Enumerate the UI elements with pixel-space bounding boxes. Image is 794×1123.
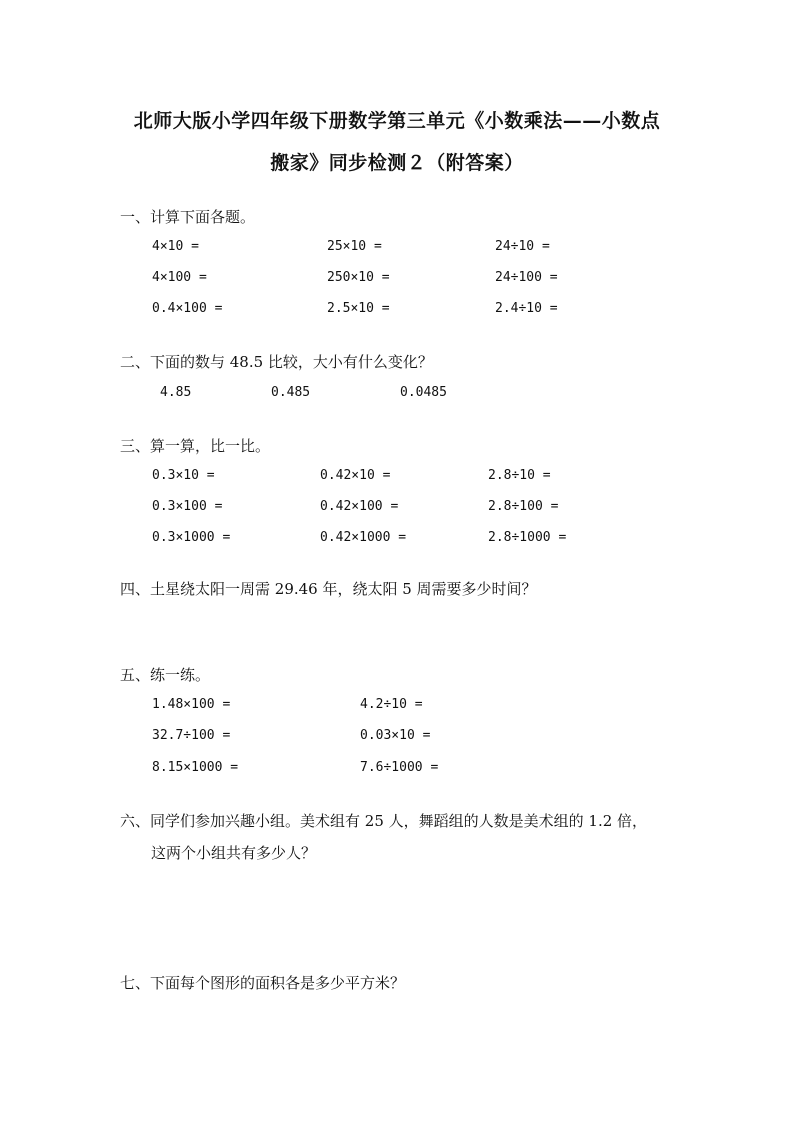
s3-r1-c2: 0.42×10 = bbox=[320, 468, 391, 483]
s1-r2-c1: 4×100 = bbox=[152, 270, 207, 285]
s1-r1-c2: 25×10 = bbox=[327, 239, 382, 254]
s3-r2-c2: 0.42×100 = bbox=[320, 499, 399, 514]
s1-r3-c1: 0.4×100 = bbox=[152, 301, 223, 316]
s5-r2-c1: 32.7÷100 = bbox=[152, 728, 231, 743]
section-6-line-2: 这两个小组共有多少人？ bbox=[151, 844, 317, 862]
s3-r3-c2: 0.42×1000 = bbox=[320, 530, 407, 545]
s1-r2-c3: 24÷100 = bbox=[495, 270, 558, 285]
s3-r3-c3: 2.8÷1000 = bbox=[488, 530, 567, 545]
s3-r2-c3: 2.8÷100 = bbox=[488, 499, 559, 514]
section-5-heading: 五、练一练。 bbox=[120, 666, 211, 684]
s3-r3-c1: 0.3×1000 = bbox=[152, 530, 231, 545]
title-line-2: 搬家》同步检测２（附答案） bbox=[270, 152, 524, 174]
s1-r2-c2: 250×10 = bbox=[327, 270, 390, 285]
section-6-line-1: 六、同学们参加兴趣小组。美术组有 25 人，舞蹈组的人数是美术组的 1.2 倍， bbox=[120, 812, 648, 830]
section-1-heading: 一、计算下面各题。 bbox=[120, 208, 256, 226]
section-2-heading: 二、下面的数与 48.5 比较，大小有什么变化？ bbox=[120, 353, 433, 371]
s3-r1-c1: 0.3×10 = bbox=[152, 468, 215, 483]
section-4-heading: 四、土星绕太阳一周需 29.46 年，绕太阳 5 周需要多少时间？ bbox=[120, 580, 537, 598]
s2-item-2: 0.485 bbox=[271, 385, 311, 400]
s3-r2-c1: 0.3×100 = bbox=[152, 499, 223, 514]
s5-r3-c2: 7.6÷1000 = bbox=[360, 760, 439, 775]
s1-r3-c3: 2.4÷10 = bbox=[495, 301, 558, 316]
s1-r1-c1: 4×10 = bbox=[152, 239, 199, 254]
s5-r2-c2: 0.03×10 = bbox=[360, 728, 431, 743]
s5-r3-c1: 8.15×1000 = bbox=[152, 760, 239, 775]
s5-r1-c1: 1.48×100 = bbox=[152, 697, 231, 712]
section-3-heading: 三、算一算，比一比。 bbox=[120, 437, 271, 455]
s2-item-3: 0.0485 bbox=[400, 385, 447, 400]
s3-r1-c3: 2.8÷10 = bbox=[488, 468, 551, 483]
s5-r1-c2: 4.2÷10 = bbox=[360, 697, 423, 712]
section-7-heading: 七、下面每个图形的面积各是多少平方米？ bbox=[120, 974, 406, 992]
s1-r3-c2: 2.5×10 = bbox=[327, 301, 390, 316]
title-line-1: 北师大版小学四年级下册数学第三单元《小数乘法——小数点 bbox=[133, 110, 661, 132]
s2-item-1: 4.85 bbox=[160, 385, 192, 400]
s1-r1-c3: 24÷10 = bbox=[495, 239, 550, 254]
